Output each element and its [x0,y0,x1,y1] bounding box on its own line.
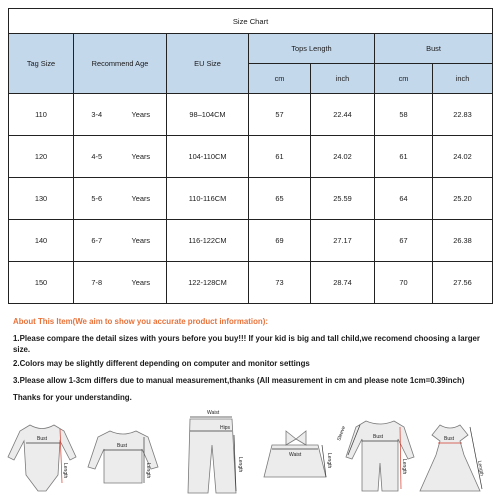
cell-tops-cm: 69 [249,220,311,262]
cell-age: 5-6 [74,178,120,220]
cell-tops-inch: 27.17 [311,220,375,262]
cell-tag: 140 [9,220,74,262]
cell-age: 7-8 [74,262,120,304]
cell-tag: 150 [9,262,74,304]
cell-bust-inch: 26.38 [433,220,493,262]
cell-age-unit: Years [120,94,167,136]
cell-tops-inch: 24.02 [311,136,375,178]
note-thanks: Thanks for your understanding. [13,393,132,402]
note-colors: 2.Colors may be slightly different depending on computer and monitor settings [13,359,310,368]
label-bust: Bust [373,434,384,440]
measurement-illustrations [0,405,500,500]
header-tops-length: Tops Length [249,34,375,64]
table-row [9,178,493,220]
table-row [9,220,493,262]
label-length: Length [145,463,151,479]
cell-age: 6-7 [74,220,120,262]
cell-bust-inch: 27.56 [433,262,493,304]
label-hips: Hips [220,425,231,431]
cell-tag: 130 [9,178,74,220]
header-tops-cm: cm [249,64,311,94]
size-chart-title: Size Chart [9,9,493,34]
cell-tops-cm: 61 [249,136,311,178]
cell-bust-inch: 22.83 [433,94,493,136]
label-bust: Bust [117,443,128,449]
note-measurement: 3.Please allow 1-3cm differs due to manual measurement,thanks (All measurement in cm and please note 1cm=0.39inch) [13,376,465,385]
label-bust: Bust [444,436,455,442]
cell-age-unit: Years [120,136,167,178]
size-chart-table [8,8,493,304]
header-bust-cm: cm [375,64,433,94]
cell-bust-cm: 70 [375,262,433,304]
cell-tops-cm: 73 [249,262,311,304]
cell-age-unit: Years [120,178,167,220]
romper-illustration [336,421,414,491]
cell-age-unit: Years [120,220,167,262]
cell-tops-cm: 57 [249,94,311,136]
label-length: Length [401,459,407,475]
cell-tag: 110 [9,94,74,136]
table-row [9,136,493,178]
label-length: Length [326,453,332,469]
pants-illustration [188,410,243,493]
cell-eu-size: 116-122CM [167,220,249,262]
label-sleeve: Sleeve [336,425,348,442]
cell-eu-size: 104-110CM [167,136,249,178]
label-length: Length [62,463,68,479]
cell-tops-inch: 22.44 [311,94,375,136]
cell-age: 4-5 [74,136,120,178]
dress-illustration [420,425,485,491]
note-compare-sizes: 1.Please compare the detail sizes with yours before you buy!!! If your kid is big and tall child,we recomend choosing a larger size. [13,334,480,354]
cell-bust-cm: 58 [375,94,433,136]
cell-tops-cm: 65 [249,178,311,220]
label-length: Length [476,460,485,477]
about-heading: About This Item(We aim to show you accurate product information): [13,317,268,326]
bodysuit-illustration [8,425,76,491]
cell-age: 3-4 [74,94,120,136]
top-illustration [88,431,158,483]
cell-bust-inch: 24.02 [433,136,493,178]
cell-bust-cm: 67 [375,220,433,262]
label-length: Length [237,457,243,473]
cell-bust-inch: 25.20 [433,178,493,220]
cell-tag: 120 [9,136,74,178]
cell-age-unit: Years [120,262,167,304]
label-bust: Bust [37,436,48,442]
table-row [9,94,493,136]
label-waist: Waist [207,410,220,416]
garment-drawings [0,405,500,500]
label-waist: Waist [289,452,302,458]
cell-eu-size: 122-128CM [167,262,249,304]
cell-bust-cm: 64 [375,178,433,220]
cell-tops-inch: 25.59 [311,178,375,220]
skirt-illustration [264,431,332,477]
cell-bust-cm: 61 [375,136,433,178]
header-bust: Bust [375,34,493,64]
header-bust-inch: inch [433,64,493,94]
cell-eu-size: 110-116CM [167,178,249,220]
header-tops-inch: inch [311,64,375,94]
header-tag-size: Tag Size [9,34,74,94]
cell-eu-size: 98–104CM [167,94,249,136]
cell-tops-inch: 28.74 [311,262,375,304]
table-row [9,262,493,304]
header-eu-size: EU Size [167,34,249,94]
header-recommend-age: Recommend Age [74,34,167,94]
